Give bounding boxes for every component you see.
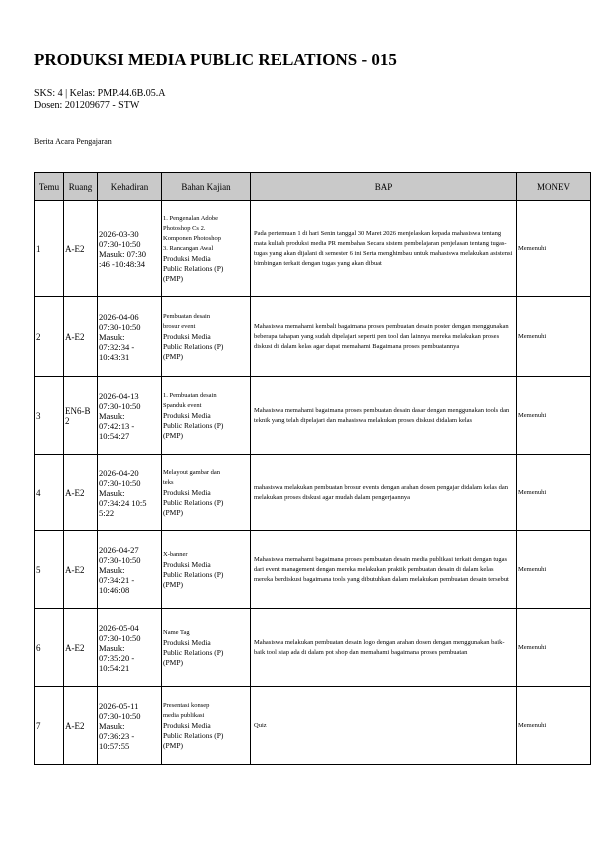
cell-ruang: A-E2 bbox=[64, 687, 98, 765]
header-ruang: Ruang bbox=[64, 173, 98, 201]
kehadiran-line: Masuk: bbox=[99, 331, 125, 342]
kehadiran-line: 07:30-10:50 bbox=[99, 400, 141, 411]
cell-bahan-kajian bbox=[162, 201, 251, 297]
table-row bbox=[35, 201, 591, 297]
dosen-info: Dosen: 201209677 - STW bbox=[34, 100, 140, 111]
header-bap: BAP bbox=[251, 173, 517, 201]
bahan-course-line: (PMP) bbox=[163, 273, 184, 283]
header-bahan-kajian: Bahan Kajian bbox=[162, 173, 251, 201]
bahan-course-line: Produksi Media bbox=[163, 331, 211, 341]
kehadiran-line: 2026-05-11 bbox=[99, 700, 139, 711]
kehadiran-line: Masuk: bbox=[99, 720, 125, 731]
table-row bbox=[35, 455, 591, 531]
kehadiran-line: 07:42:13 - bbox=[99, 420, 135, 431]
cell-bap: mahasiswa melakukan pembuatan brosur events dengan arahan dosen pengajar didalam kelas dan melakukan proses diskusi agar mudah dalam pengerjaannya bbox=[251, 455, 517, 531]
page-title: PRODUKSI MEDIA PUBLIC RELATIONS - 015 bbox=[34, 50, 397, 69]
bahan-topic-line: X-banner bbox=[163, 550, 188, 558]
bahan-topic-line: 1. Pengenalan Adobe bbox=[163, 214, 219, 222]
kehadiran-line: Masuk: 07:30 bbox=[99, 248, 146, 259]
bahan-topic-line: Name Tag bbox=[163, 628, 190, 636]
bahan-topic-line: brosur event bbox=[163, 322, 196, 330]
kehadiran-line: 07:30-10:50 bbox=[99, 477, 141, 488]
cell-bap: Pada pertemuan 1 di hari Senin tanggal 30 Maret 2026 menjelaskan kepada mahasiswa tentang mata kuliah produksi media PR membahas Secara sistem pembelajaran penjelasan tentang tugas-tugas yang akan dijalani di semester 6 ini Serta menghimbau untuk mahasiswa melakukan asistensi bimbingan terkait dengan tugas yang akan dibuat bbox=[251, 201, 517, 297]
bahan-topic-line: Presentasi konsep bbox=[163, 701, 210, 709]
kehadiran-line: 2026-05-04 bbox=[99, 622, 139, 633]
kehadiran-line: Masuk: bbox=[99, 487, 125, 498]
kehadiran-line: Masuk: bbox=[99, 642, 125, 653]
cell-temu: 4 bbox=[35, 455, 64, 531]
cell-bap: Mahasiswa memahami bagaimana proses pembuatan desain dasar dengan menggunakan tools dan teknik yang telah dipelajari dan mahasiswa melakukan proses diskusi didalam kelas bbox=[251, 377, 517, 455]
cell-monev: Memenuhi bbox=[517, 377, 591, 455]
cell-temu: 3 bbox=[35, 377, 64, 455]
table-header-row bbox=[35, 173, 591, 201]
bahan-topic-line: 1. Pembuatan desain bbox=[163, 391, 217, 399]
cell-bap: Mahasiswa memahami kembali bagaimana proses pembuatan desain poster dengan menggunakan beberapa tahapan yang sudah dipelajari seperti pen tool dan lainnya mereka melakukan proses diskusi di dalam kelas agar dapat memahami Bagaimana proses pembuatannya bbox=[251, 297, 517, 377]
bahan-course-line: Produksi Media bbox=[163, 253, 211, 263]
bahan-topic-line: Melayout gambar dan bbox=[163, 468, 221, 476]
bahan-course-line: (PMP) bbox=[163, 740, 184, 750]
cell-ruang: A-E2 bbox=[64, 531, 98, 609]
cell-monev: Memenuhi bbox=[517, 455, 591, 531]
bahan-topic-line: Spanduk event bbox=[163, 401, 202, 409]
bahan-course-line: Produksi Media bbox=[163, 410, 211, 420]
kehadiran-line: 07:30-10:50 bbox=[99, 554, 141, 565]
kehadiran-line: 2026-04-27 bbox=[99, 544, 139, 555]
kehadiran-line: 07:34:21 - bbox=[99, 574, 135, 585]
kehadiran-line: 07:32:34 - bbox=[99, 341, 135, 352]
header-kehadiran: Kehadiran bbox=[98, 173, 162, 201]
cell-bap: Quiz bbox=[251, 687, 517, 765]
cell-kehadiran bbox=[98, 201, 162, 297]
section-title: Berita Acara Pengajaran bbox=[34, 137, 112, 146]
cell-ruang: EN6-B 2 bbox=[64, 377, 98, 455]
cell-monev: Memenuhi bbox=[517, 609, 591, 687]
kehadiran-line: 10:54:21 bbox=[99, 662, 130, 673]
kehadiran-line: 07:36:23 - bbox=[99, 730, 135, 741]
table-row bbox=[35, 377, 591, 455]
kehadiran-line: 2026-04-13 bbox=[99, 390, 139, 401]
cell-monev: Memenuhi bbox=[517, 201, 591, 297]
cell-ruang: A-E2 bbox=[64, 201, 98, 297]
header-monev: MONEV bbox=[517, 173, 591, 201]
table-row bbox=[35, 687, 591, 765]
cell-ruang: A-E2 bbox=[64, 609, 98, 687]
bahan-topic-line: Pembuatan desain bbox=[163, 312, 211, 320]
cell-bap: Mahasiswa melakukan pembuatan desain logo dengan arahan dosen dengan menggunakan baik-baik tool siap ada di dalam pot shop dan memahami bagaimana proses pembuatan bbox=[251, 609, 517, 687]
cell-kehadiran bbox=[98, 609, 162, 687]
kehadiran-line: 10:46:08 bbox=[99, 584, 130, 595]
cell-bahan-kajian bbox=[162, 687, 251, 765]
bahan-course-line: Public Relations (P) bbox=[163, 647, 224, 657]
bahan-course-line: Produksi Media bbox=[163, 487, 211, 497]
bahan-course-line: Public Relations (P) bbox=[163, 341, 224, 351]
cell-bahan-kajian bbox=[162, 297, 251, 377]
cell-bap: Mahasiswa memahami bagaimana proses pembuatan desain media publikasi terkait dengan tugas dari event management dengan mereka melakukan praktik pembuatan desain di dalam kelas mereka berdiskusi bagaimana tools yang dibutuhkan dalam melakukan pembuatan desain tersebut bbox=[251, 531, 517, 609]
kehadiran-line: 07:30-10:50 bbox=[99, 710, 141, 721]
cell-temu: 7 bbox=[35, 687, 64, 765]
kehadiran-line: 07:35:20 - bbox=[99, 652, 135, 663]
kehadiran-line: 2026-04-06 bbox=[99, 311, 139, 322]
bahan-course-line: Produksi Media bbox=[163, 559, 211, 569]
cell-temu: 6 bbox=[35, 609, 64, 687]
cell-kehadiran bbox=[98, 377, 162, 455]
cell-temu: 1 bbox=[35, 201, 64, 297]
bahan-course-line: Public Relations (P) bbox=[163, 730, 224, 740]
bahan-topic-line: 3. Rancangan Awal bbox=[163, 244, 214, 252]
kehadiran-line: 2026-03-30 bbox=[99, 228, 139, 239]
bahan-course-line: Produksi Media bbox=[163, 637, 211, 647]
bahan-course-line: Produksi Media bbox=[163, 720, 211, 730]
kehadiran-line: 5:22 bbox=[99, 507, 115, 518]
bahan-course-line: (PMP) bbox=[163, 430, 184, 440]
kehadiran-line: 2026-04-20 bbox=[99, 467, 139, 478]
kehadiran-line: 07:30-10:50 bbox=[99, 632, 141, 643]
header-temu: Temu bbox=[35, 173, 64, 201]
table-row bbox=[35, 297, 591, 377]
kehadiran-line: 10:54:27 bbox=[99, 430, 130, 441]
cell-kehadiran bbox=[98, 455, 162, 531]
bahan-course-line: Public Relations (P) bbox=[163, 569, 224, 579]
cell-temu: 5 bbox=[35, 531, 64, 609]
cell-bahan-kajian bbox=[162, 609, 251, 687]
cell-bahan-kajian bbox=[162, 455, 251, 531]
sks-kelas-info: SKS: 4 | Kelas: PMP.44.6B.05.A bbox=[34, 88, 166, 99]
bahan-course-line: (PMP) bbox=[163, 579, 184, 589]
kehadiran-line: Masuk: bbox=[99, 410, 125, 421]
bahan-topic-line: media publikasi bbox=[163, 711, 205, 719]
bahan-topic-line: Photoshop Cs 2. bbox=[163, 224, 206, 232]
bahan-topic-line: teks bbox=[163, 478, 174, 486]
cell-monev: Memenuhi bbox=[517, 531, 591, 609]
bahan-course-line: (PMP) bbox=[163, 507, 184, 517]
bahan-course-line: Public Relations (P) bbox=[163, 263, 224, 273]
cell-temu: 2 bbox=[35, 297, 64, 377]
bap-table bbox=[34, 172, 591, 765]
cell-kehadiran bbox=[98, 297, 162, 377]
cell-bahan-kajian bbox=[162, 377, 251, 455]
bahan-course-line: Public Relations (P) bbox=[163, 497, 224, 507]
cell-ruang: A-E2 bbox=[64, 455, 98, 531]
table-row bbox=[35, 609, 591, 687]
kehadiran-line: 07:34:24 10:5 bbox=[99, 497, 147, 508]
kehadiran-line: 07:30-10:50 bbox=[99, 238, 141, 249]
bahan-topic-line: Komponen Photoshop bbox=[163, 234, 221, 242]
cell-kehadiran bbox=[98, 687, 162, 765]
kehadiran-line: :46 -10:48:34 bbox=[99, 258, 146, 269]
bahan-course-line: Public Relations (P) bbox=[163, 420, 224, 430]
cell-bahan-kajian bbox=[162, 531, 251, 609]
bahan-course-line: (PMP) bbox=[163, 351, 184, 361]
kehadiran-line: 10:57:55 bbox=[99, 740, 130, 751]
cell-ruang: A-E2 bbox=[64, 297, 98, 377]
cell-monev: Memenuhi bbox=[517, 687, 591, 765]
kehadiran-line: 07:30-10:50 bbox=[99, 321, 141, 332]
kehadiran-line: 10:43:31 bbox=[99, 351, 130, 362]
kehadiran-line: Masuk: bbox=[99, 564, 125, 575]
cell-kehadiran bbox=[98, 531, 162, 609]
cell-monev: Memenuhi bbox=[517, 297, 591, 377]
table-row bbox=[35, 531, 591, 609]
bahan-course-line: (PMP) bbox=[163, 657, 184, 667]
